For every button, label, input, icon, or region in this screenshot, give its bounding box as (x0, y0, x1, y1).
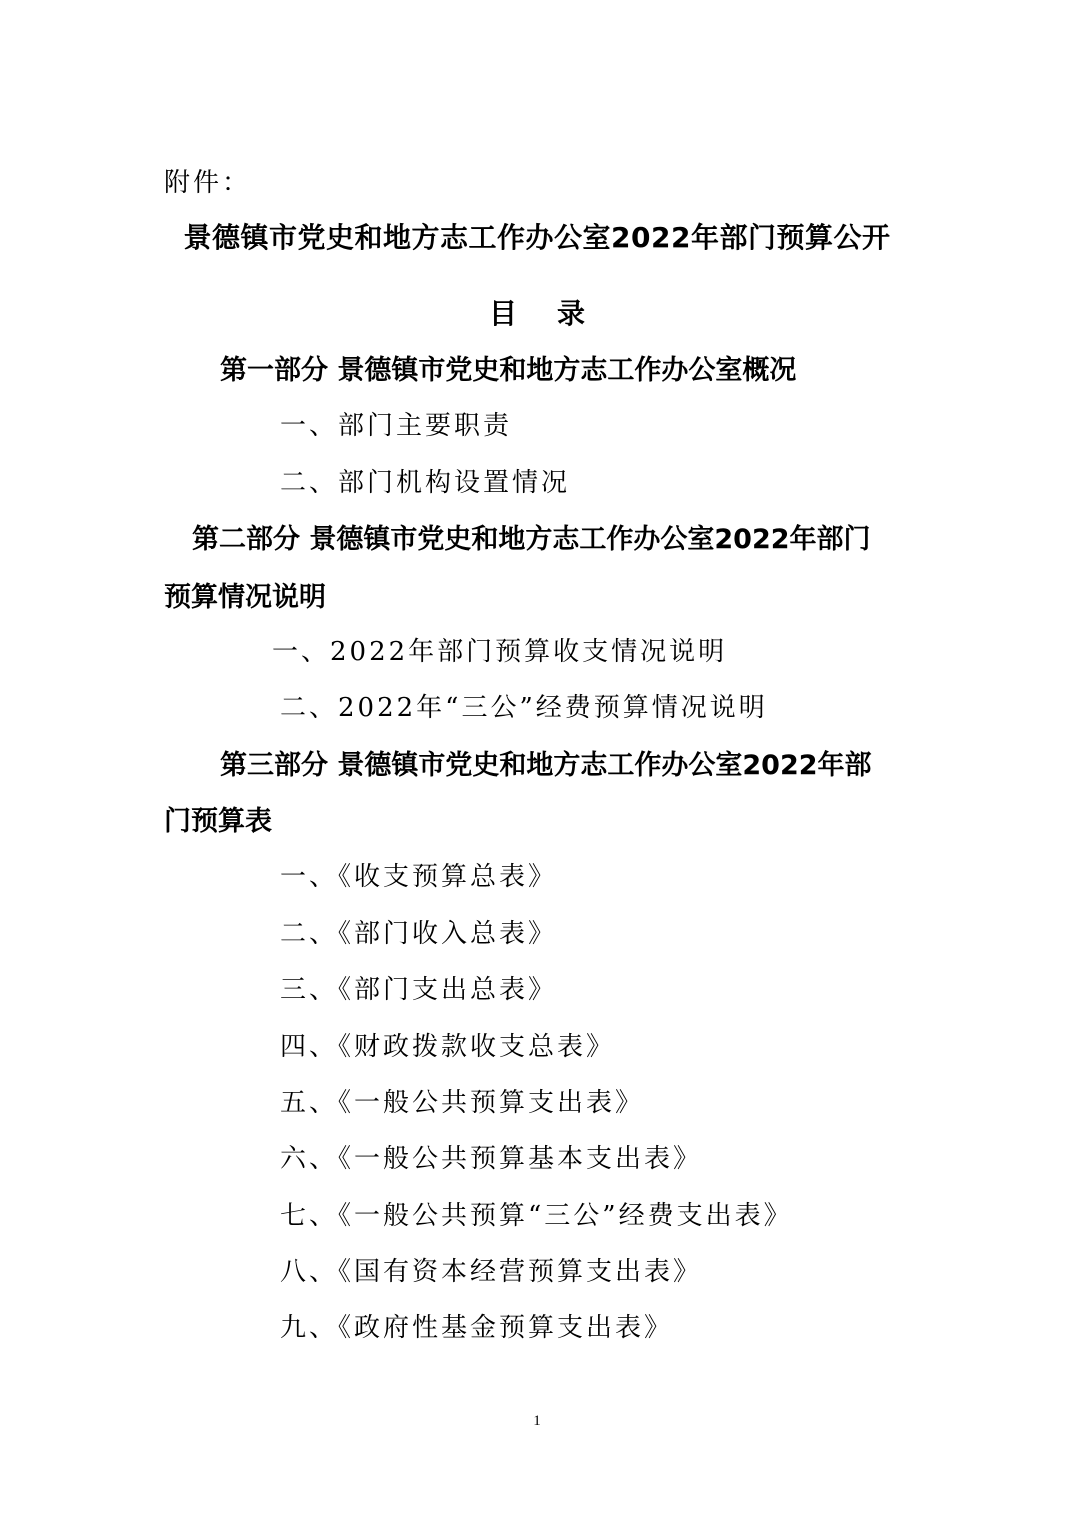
part3-heading-line1: 第三部分 景德镇市党史和地方志工作办公室2022年部 (220, 750, 872, 781)
part3-item-3: 三、《部门支出总表》 (280, 975, 558, 1005)
document-title: 景德镇市党史和地方志工作办公室2022年部门预算公开 (183, 221, 891, 254)
part2-item-2: 二、2022年“三公”经费预算情况说明 (280, 693, 768, 723)
toc-heading-right: 录 (557, 297, 586, 330)
page-number: 1 (533, 1413, 541, 1429)
part2-item-1: 一、2022年部门预算收支情况说明 (272, 637, 728, 667)
part3-item-4: 四、《财政拨款收支总表》 (280, 1032, 616, 1062)
part3-item-5: 五、《一般公共预算支出表》 (280, 1088, 645, 1118)
part3-item-2: 二、《部门收入总表》 (280, 919, 558, 949)
part1-item-2: 二、部门机构设置情况 (280, 468, 571, 498)
part1-item-1: 一、部门主要职责 (280, 411, 513, 441)
part3-item-7: 七、《一般公共预算“三公”经费支出表》 (280, 1201, 793, 1231)
annex-label: 附件： (164, 168, 252, 198)
part3-item-9: 九、《政府性基金预算支出表》 (280, 1313, 674, 1343)
part3-heading-line2: 门预算表 (164, 806, 272, 837)
part2-heading-line2: 预算情况说明 (164, 582, 326, 613)
part3-item-6: 六、《一般公共预算基本支出表》 (280, 1144, 703, 1174)
part3-item-1: 一、《收支预算总表》 (280, 862, 558, 892)
toc-heading (0, 297, 1074, 330)
part1-heading: 第一部分 景德镇市党史和地方志工作办公室概况 (220, 355, 797, 386)
toc-heading-left: 目 (488, 297, 517, 330)
part3-item-8: 八、《国有资本经营预算支出表》 (280, 1257, 703, 1287)
part2-heading-line1: 第二部分 景德镇市党史和地方志工作办公室2022年部门 (192, 524, 871, 555)
